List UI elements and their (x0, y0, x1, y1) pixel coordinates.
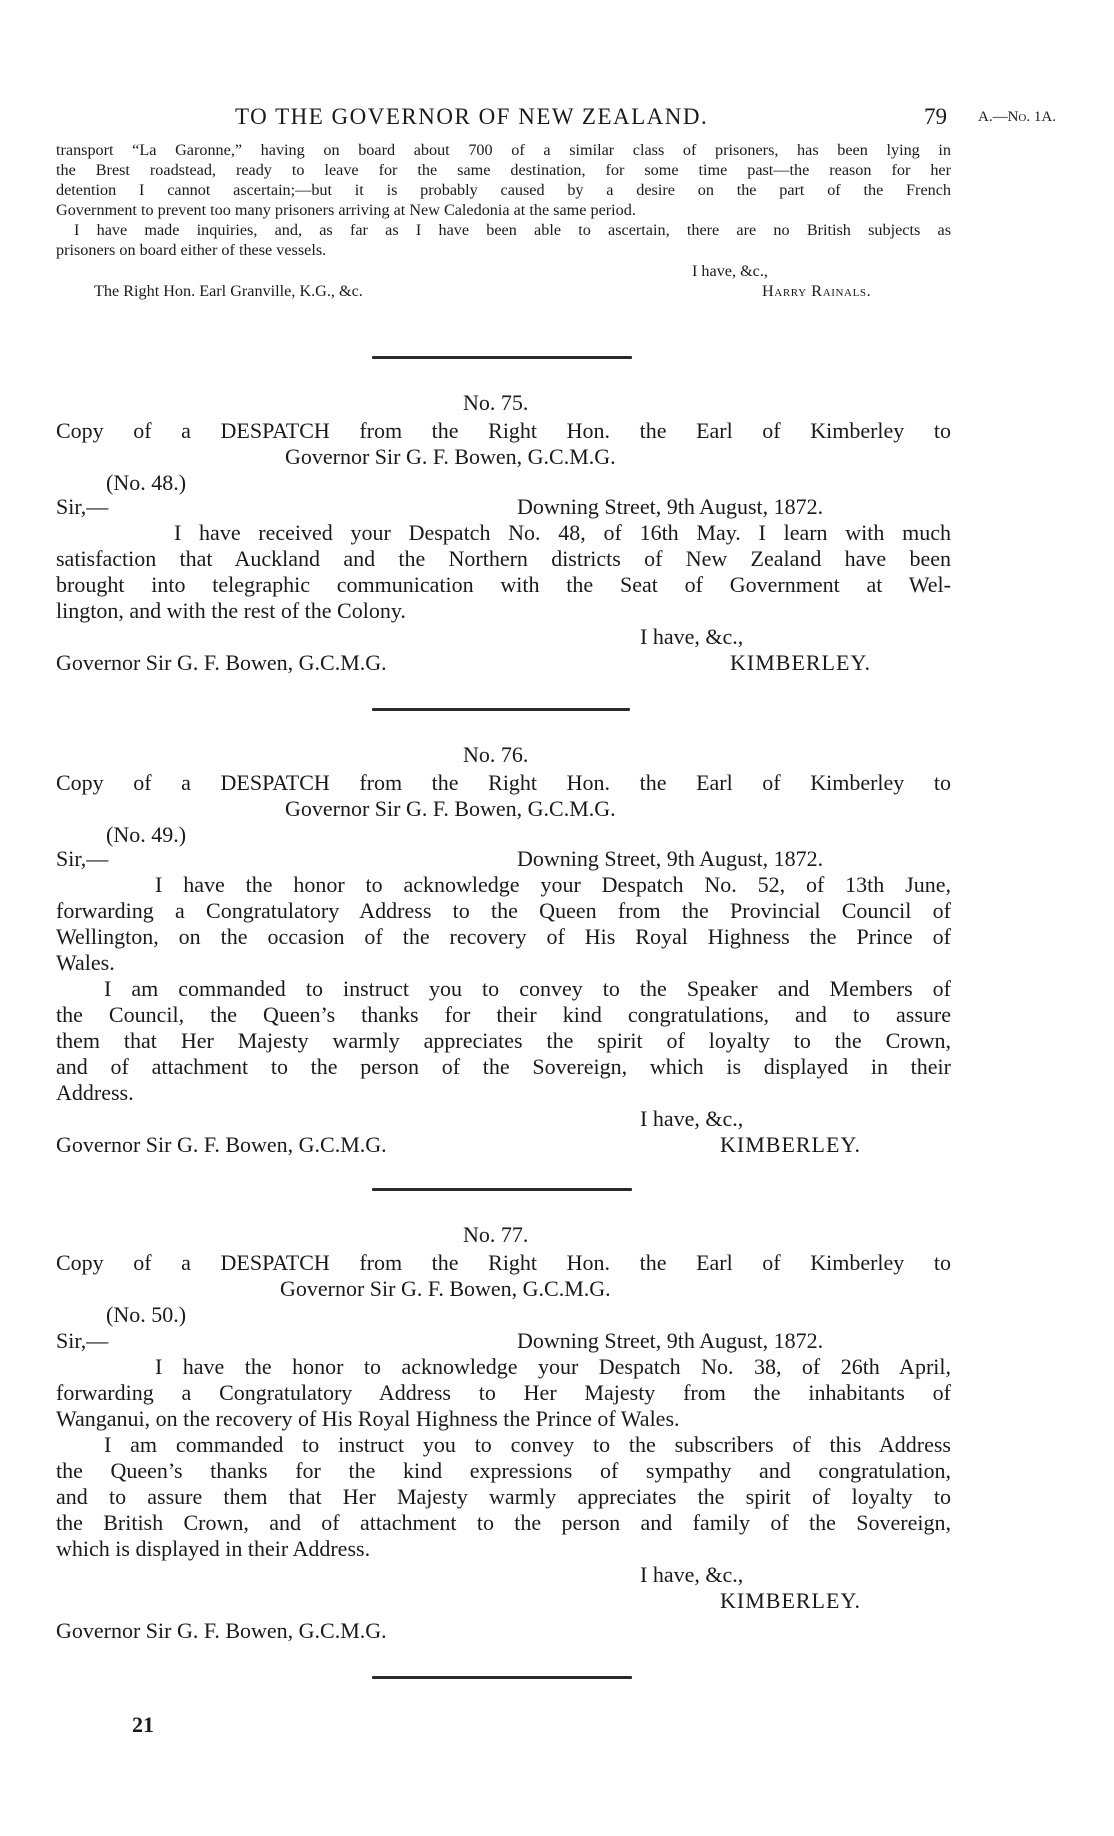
body-line: the Council, the Queen’s thanks for their kind congratulations, and to assure (56, 1002, 951, 1027)
section-divider (372, 708, 630, 711)
body-line: I am commanded to instruct you to convey to the subscribers of this Address (104, 1432, 951, 1457)
despatch-salutation: Sir,— (56, 494, 109, 519)
despatch-place-date: Downing Street, 9th August, 1872. (517, 846, 824, 871)
body-line: Address. (56, 1080, 134, 1105)
intro-closing: I have, &c., (692, 262, 768, 280)
despatch-addressee: Governor Sir G. F. Bowen, G.C.M.G. (56, 1618, 387, 1643)
body-line: Wellington, on the occasion of the recovery of His Royal Highness the Prince of (56, 924, 951, 949)
intro-addressee: The Right Hon. Earl Granville, K.G., &c. (94, 282, 363, 300)
body-line: lington, and with the rest of the Colony. (56, 598, 406, 623)
despatch-heading: Copy of a DESPATCH from the Right Hon. the Earl of Kimberley to (56, 770, 951, 795)
despatch-signature: KIMBERLEY. (730, 650, 871, 675)
section-divider (372, 1188, 632, 1191)
despatch-place-date: Downing Street, 9th August, 1872. (517, 494, 824, 519)
despatch-addressee: Governor Sir G. F. Bowen, G.C.M.G. (56, 650, 387, 675)
despatch-salutation: Sir,— (56, 1328, 109, 1353)
despatch-heading: Copy of a DESPATCH from the Right Hon. the Earl of Kimberley to (56, 1250, 951, 1275)
body-line: them that Her Majesty warmly appreciates the spirit of loyalty to the Crown, (56, 1028, 951, 1053)
despatch-reference: (No. 48.) (106, 470, 187, 495)
despatch-reference: (No. 49.) (106, 822, 187, 847)
body-line: which is displayed in their Address. (56, 1536, 371, 1561)
despatch-closing: I have, &c., (640, 1562, 744, 1587)
intro-line: transport “La Garonne,” having on board about 700 of a similar class of prisoners, has been lying in (56, 141, 951, 159)
despatch-place-date: Downing Street, 9th August, 1872. (517, 1328, 824, 1353)
intro-line: detention I cannot ascertain;—but it is probably caused by a desire on the part of the French (56, 181, 951, 199)
despatch-closing: I have, &c., (640, 624, 744, 649)
despatch-closing: I have, &c., (640, 1106, 744, 1131)
body-line: and of attachment to the person of the Sovereign, which is displayed in their (56, 1054, 951, 1079)
body-line: and to assure them that Her Majesty warmly appreciates the spirit of loyalty to (56, 1484, 951, 1509)
header-title: TO THE GOVERNOR OF NEW ZEALAND. (235, 104, 709, 129)
despatch-signature: KIMBERLEY. (720, 1588, 861, 1613)
despatch-number: No. 76. (463, 742, 529, 767)
intro-signature: Harry Rainals. (762, 282, 872, 300)
body-line: brought into telegraphic communication with the Seat of Government at Wel- (56, 572, 951, 597)
printer-signature-mark: 21 (132, 1712, 154, 1737)
body-line: the British Crown, and of attachment to the person and family of the Sovereign, (56, 1510, 951, 1535)
body-line: forwarding a Congratulatory Address to the Queen from the Provincial Council of (56, 898, 951, 923)
document-reference: A.—No. 1A. (978, 109, 1056, 125)
despatch-reference: (No. 50.) (106, 1302, 187, 1327)
body-line: I have received your Despatch No. 48, of 16th May. I learn with much (174, 520, 951, 545)
running-header (0, 104, 1114, 134)
body-line: I have the honor to acknowledge your Despatch No. 38, of 26th April, (155, 1354, 951, 1379)
body-line: Wales. (56, 950, 115, 975)
body-line: I have the honor to acknowledge your Despatch No. 52, of 13th June, (155, 872, 951, 897)
intro-line: prisoners on board either of these vessels. (56, 241, 327, 259)
despatch-number: No. 75. (463, 390, 529, 415)
page-number: 79 (924, 104, 947, 129)
despatch-recipient: Governor Sir G. F. Bowen, G.C.M.G. (280, 1276, 611, 1301)
body-line: satisfaction that Auckland and the Northern districts of New Zealand have been (56, 546, 951, 571)
intro-line: Government to prevent too many prisoners arriving at New Caledonia at the same period. (56, 201, 636, 219)
body-line: I am commanded to instruct you to convey to the Speaker and Members of (104, 976, 951, 1001)
body-line: Wanganui, on the recovery of His Royal Highness the Prince of Wales. (56, 1406, 680, 1431)
section-divider (372, 356, 632, 359)
intro-line: the Brest roadstead, ready to leave for the same destination, for some time past—the reason for her (56, 161, 951, 179)
despatch-number: No. 77. (463, 1222, 529, 1247)
despatch-addressee: Governor Sir G. F. Bowen, G.C.M.G. (56, 1132, 387, 1157)
despatch-recipient: Governor Sir G. F. Bowen, G.C.M.G. (285, 444, 616, 469)
despatch-heading: Copy of a DESPATCH from the Right Hon. the Earl of Kimberley to (56, 418, 951, 443)
section-divider (372, 1676, 632, 1679)
body-line: the Queen’s thanks for the kind expressions of sympathy and congratulation, (56, 1458, 951, 1483)
despatch-salutation: Sir,— (56, 846, 109, 871)
despatch-signature: KIMBERLEY. (720, 1132, 861, 1157)
body-line: forwarding a Congratulatory Address to Her Majesty from the inhabitants of (56, 1380, 951, 1405)
despatch-recipient: Governor Sir G. F. Bowen, G.C.M.G. (285, 796, 616, 821)
intro-line: I have made inquiries, and, as far as I have been able to ascertain, there are no British subjects as (74, 221, 951, 239)
